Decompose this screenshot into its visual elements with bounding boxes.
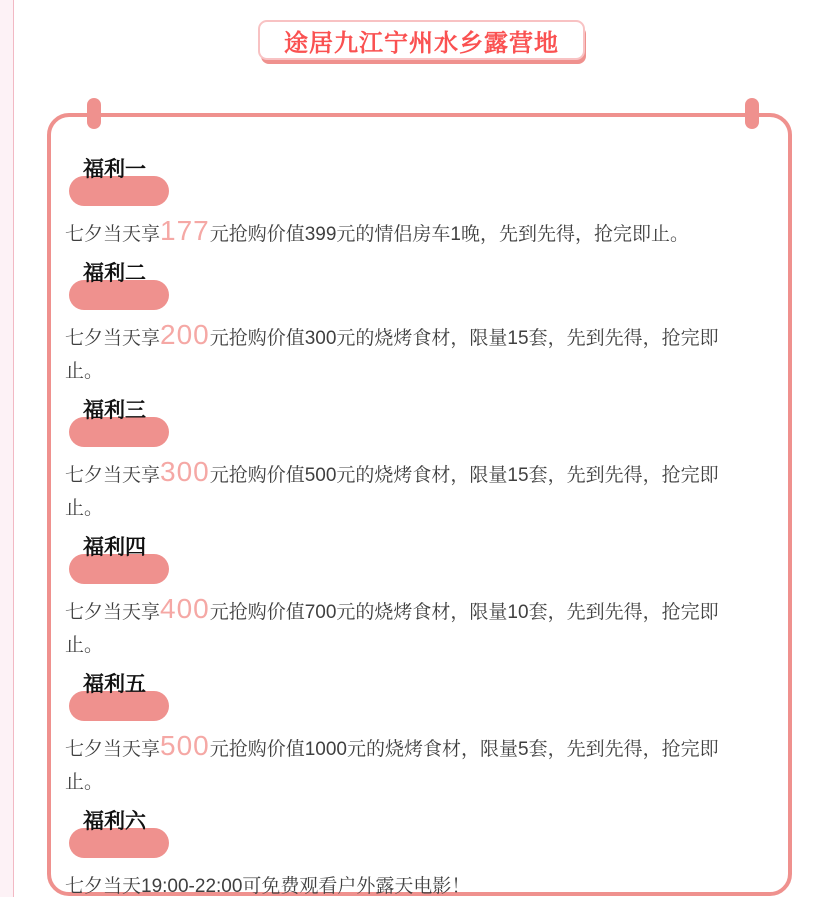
pin-right-icon — [745, 98, 759, 129]
benefit-section-2 — [65, 263, 741, 388]
benefit-label — [65, 674, 225, 721]
benefit-text-prefix: 七夕当天享 — [65, 465, 161, 486]
benefit-section-4 — [65, 537, 741, 662]
benefit-label — [65, 400, 225, 447]
left-margin-strip — [0, 0, 14, 897]
benefit-label-text: 福利四 — [83, 536, 146, 559]
benefit-label — [65, 263, 225, 310]
benefit-label-text: 福利五 — [83, 673, 146, 696]
benefit-section-1 — [65, 159, 741, 251]
card-content — [51, 117, 741, 903]
benefit-label — [65, 159, 225, 206]
benefit-price: 300 — [160, 456, 210, 487]
benefit-text — [65, 455, 737, 525]
benefit-text — [65, 729, 737, 799]
benefit-label-text: 福利三 — [83, 399, 146, 422]
benefit-text-suffix: 元抢购价值1000元的烧烤食材，限量5套，先到先得，抢完即止。 — [65, 739, 719, 793]
page-title: 途居九江宁州水乡露营地 — [284, 29, 559, 57]
benefit-text — [65, 214, 737, 251]
benefit-price: 500 — [160, 730, 210, 761]
benefit-section-6 — [65, 811, 741, 903]
benefit-text — [65, 866, 737, 903]
page-title-badge — [258, 20, 585, 60]
benefit-label — [65, 811, 225, 858]
benefit-section-3 — [65, 400, 741, 525]
benefit-text-suffix: 元抢购价值700元的烧烤食材，限量10套，先到先得，抢完即止。 — [65, 602, 719, 656]
benefit-text-prefix: 七夕当天享 — [65, 224, 161, 245]
benefit-price: 200 — [160, 319, 210, 350]
benefit-label-text: 福利二 — [83, 262, 146, 285]
benefit-text-prefix: 七夕当天享 — [65, 602, 161, 623]
benefit-label — [65, 537, 225, 584]
benefit-label-text: 福利六 — [83, 810, 146, 833]
benefit-text — [65, 318, 737, 388]
benefit-text-suffix: 元抢购价值500元的烧烤食材，限量15套，先到先得，抢完即止。 — [65, 465, 719, 519]
benefit-text-suffix: 七夕当天19:00-22:00可免费观看户外露天电影！ — [65, 876, 471, 897]
pin-left-icon — [87, 98, 101, 129]
benefit-text-prefix: 七夕当天享 — [65, 328, 161, 349]
benefit-text-suffix: 元抢购价值399元的情侣房车1晚，先到先得，抢完即止。 — [209, 224, 690, 245]
benefit-text-suffix: 元抢购价值300元的烧烤食材，限量15套，先到先得，抢完即止。 — [65, 328, 719, 382]
benefit-text — [65, 592, 737, 662]
benefit-text-prefix: 七夕当天享 — [65, 739, 161, 760]
benefit-label-text: 福利一 — [83, 158, 146, 181]
benefit-price: 177 — [160, 215, 210, 246]
benefit-section-5 — [65, 674, 741, 799]
benefit-price: 400 — [160, 593, 210, 624]
benefits-card — [47, 113, 792, 896]
